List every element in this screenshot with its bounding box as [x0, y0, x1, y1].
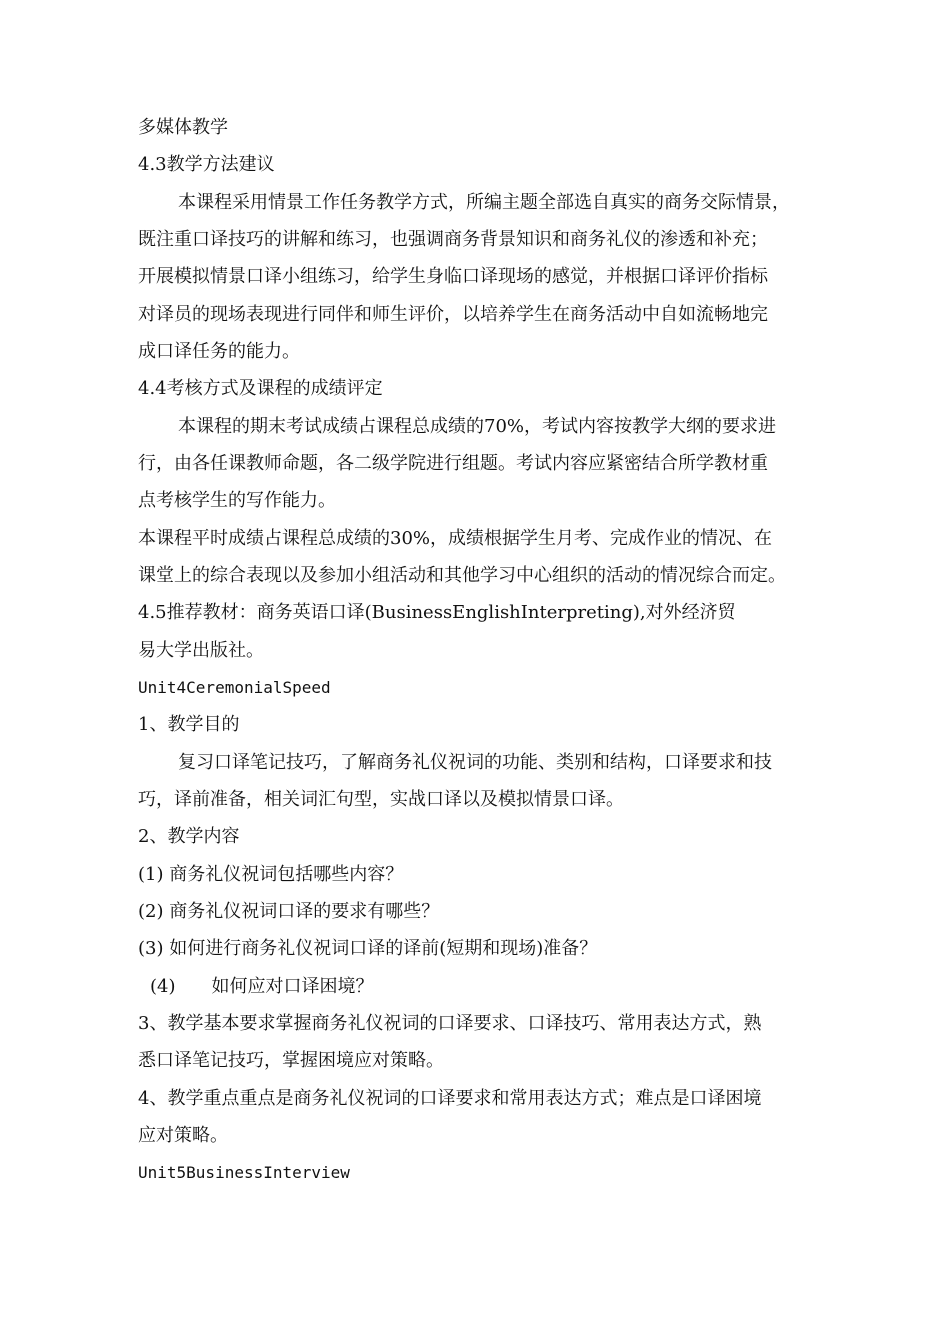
list-heading-2: 2、教学内容 [138, 826, 240, 847]
list-item: (2) 商务礼仪祝词口译的要求有哪些？ [138, 901, 440, 922]
paragraph-line: 巧，译前准备，相关词汇句型，实战口译以及模拟情景口译。 [138, 789, 624, 810]
heading-multimedia: 多媒体教学 [138, 117, 228, 138]
paragraph-line: 既注重口译技巧的讲解和练习，也强调商务背景知识和商务礼仪的渗透和补充； [138, 229, 768, 250]
paragraph-line: 应对策略。 [138, 1125, 228, 1146]
paragraph-line: 成口译任务的能力。 [138, 341, 300, 362]
list-heading-3: 3、教学基本要求掌握商务礼仪祝词的口译要求、口译技巧、常用表达方式，熟 [138, 1013, 762, 1034]
list-heading-4: 4、教学重点重点是商务礼仪祝词的口译要求和常用表达方式；难点是口译困境 [138, 1088, 762, 1109]
paragraph-line: 本课程采用情景工作任务教学方式，所编主题全部选自真实的商务交际情景， [178, 192, 790, 213]
list-item-text: 如何应对口译困境？ [211, 976, 374, 997]
unit-heading-4: Unit4CeremonialSpeed [138, 678, 331, 697]
paragraph-line: 易大学出版社。 [138, 640, 264, 661]
list-item: (1) 商务礼仪祝词包括哪些内容？ [138, 864, 404, 885]
paragraph-line: 行，由各任课教师命题，各二级学院进行组题。考试内容应紧密结合所学教材重 [138, 453, 768, 474]
section-heading-4-4: 4.4考核方式及课程的成绩评定 [138, 378, 383, 399]
paragraph-line: 本课程平时成绩占课程总成绩的30%，成绩根据学生月考、完成作业的情况、在 [138, 528, 773, 549]
unit-heading-5: Unit5BusinessInterview [138, 1163, 350, 1182]
paragraph-line: 点考核学生的写作能力。 [138, 490, 336, 511]
paragraph-line: 课堂上的综合表现以及参加小组活动和其他学习中心组织的活动的情况综合而定。 [138, 565, 786, 586]
paragraph-line: 开展模拟情景口译小组练习，给学生身临口译现场的感觉，并根据口译评价指标 [138, 266, 768, 287]
list-heading-1: 1、教学目的 [138, 714, 240, 735]
paragraph-line: 本课程的期末考试成绩占课程总成绩的70%，考试内容按教学大纲的要求进 [178, 416, 777, 437]
paragraph-line: 对译员的现场表现进行同伴和师生评价，以培养学生在商务活动中自如流畅地完 [138, 304, 768, 325]
list-item [150, 975, 374, 999]
paragraph-line: 复习口译笔记技巧，了解商务礼仪祝词的功能、类别和结构，口译要求和技 [178, 752, 772, 773]
section-heading-4-3: 4.3教学方法建议 [138, 154, 275, 175]
list-item-number: (4) [150, 976, 176, 997]
paragraph-line: 悉口译笔记技巧，掌握困境应对策略。 [138, 1050, 444, 1071]
section-heading-4-5: 4.5推荐教材：商务英语口译(BusinessEnglishInterpreting),对外经济贸 [138, 602, 736, 623]
list-item: (3) 如何进行商务礼仪祝词口译的译前(短期和现场)准备？ [138, 938, 598, 959]
